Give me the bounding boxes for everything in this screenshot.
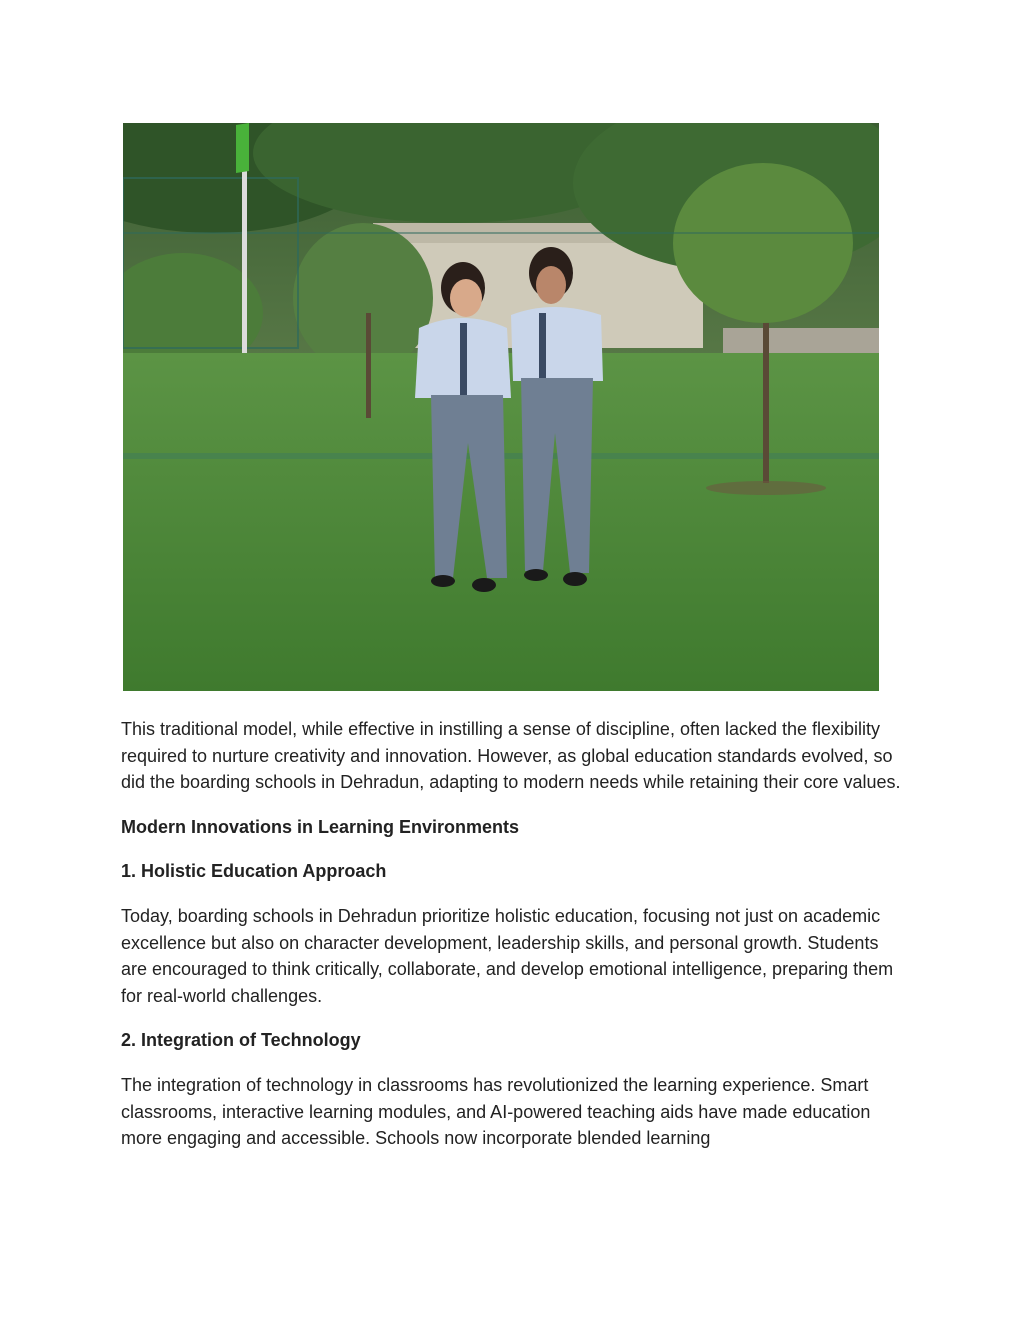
students-photo [123,123,879,691]
article-body [121,716,901,1170]
subheading-integration-of-technology: 2. Integration of Technology [121,1030,361,1051]
section-heading: Modern Innovations in Learning Environments [121,816,520,837]
subheading-holistic-education: 1. Holistic Education Approach [121,861,387,882]
intro-paragraph: This traditional model, while effective in instilling a sense of discipline, often lacked the flexibility required to nurture creativity and innovation. However, as global education standards evolved, so did the boarding schools in Dehradun, adapting to modern needs while retaining their core values. [121,719,901,793]
holistic-paragraph: Today, boarding schools in Dehradun prioritize holistic education, focusing not just on academic excellence but also on character development, leadership skills, and personal growth. Students are encouraged to think critically, collaborate, and develop emotional intelligence, preparing them for real-world challenges. [121,905,894,1006]
technology-paragraph: The integration of technology in classrooms has revolutionized the learning experience. Smart classrooms, interactive learning modules, and AI-powered teaching aids have made education more engaging and accessible. Schools now incorporate blended learning [121,1074,871,1149]
